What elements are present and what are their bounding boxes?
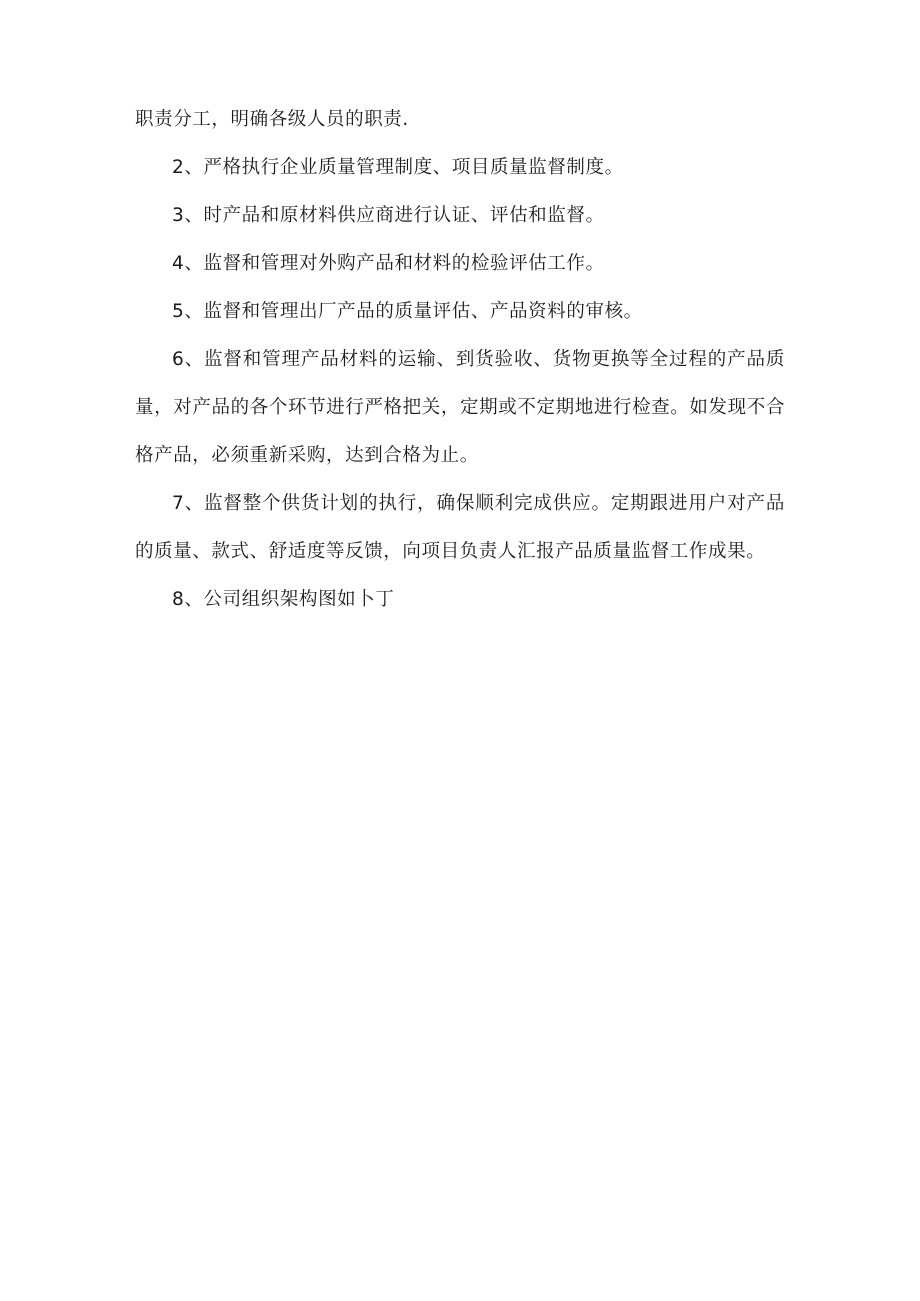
paragraph-item-5: 5、监督和管理出厂产品的质量评估、产品资料的审核。 bbox=[172, 301, 643, 322]
paragraph-item-6: 6、监督和管理产品材料的运输、到货验收、货物更换等全过程的产品质量，对产品的各个环节进行严格把关，定期或不定期地进行检查。如发现不合格产品，必须重新采购，达到合格为止。 bbox=[135, 349, 785, 466]
paragraph-item-7: 7、监督整个供货计划的执行，确保顺利完成供应。定期跟进用户对产品的质量、款式、舒适度等反馈，向项目负责人汇报产品质量监督工作成果。 bbox=[135, 493, 785, 562]
paragraph-item-4: 4、监督和管理对外购产品和材料的检验评估工作。 bbox=[172, 253, 605, 274]
paragraph-responsibility-division: 职责分工，明确各级人员的职责. bbox=[135, 109, 409, 130]
paragraph-item-2: 2、严格执行企业质量管理制度、项目质量监督制度。 bbox=[172, 157, 624, 178]
document-body bbox=[135, 96, 785, 624]
paragraph-item-8: 8、公司组织架构图如卜丁 bbox=[172, 589, 395, 610]
paragraph-item-3: 3、时产品和原材料供应商进行认证、评估和监督。 bbox=[172, 205, 605, 226]
